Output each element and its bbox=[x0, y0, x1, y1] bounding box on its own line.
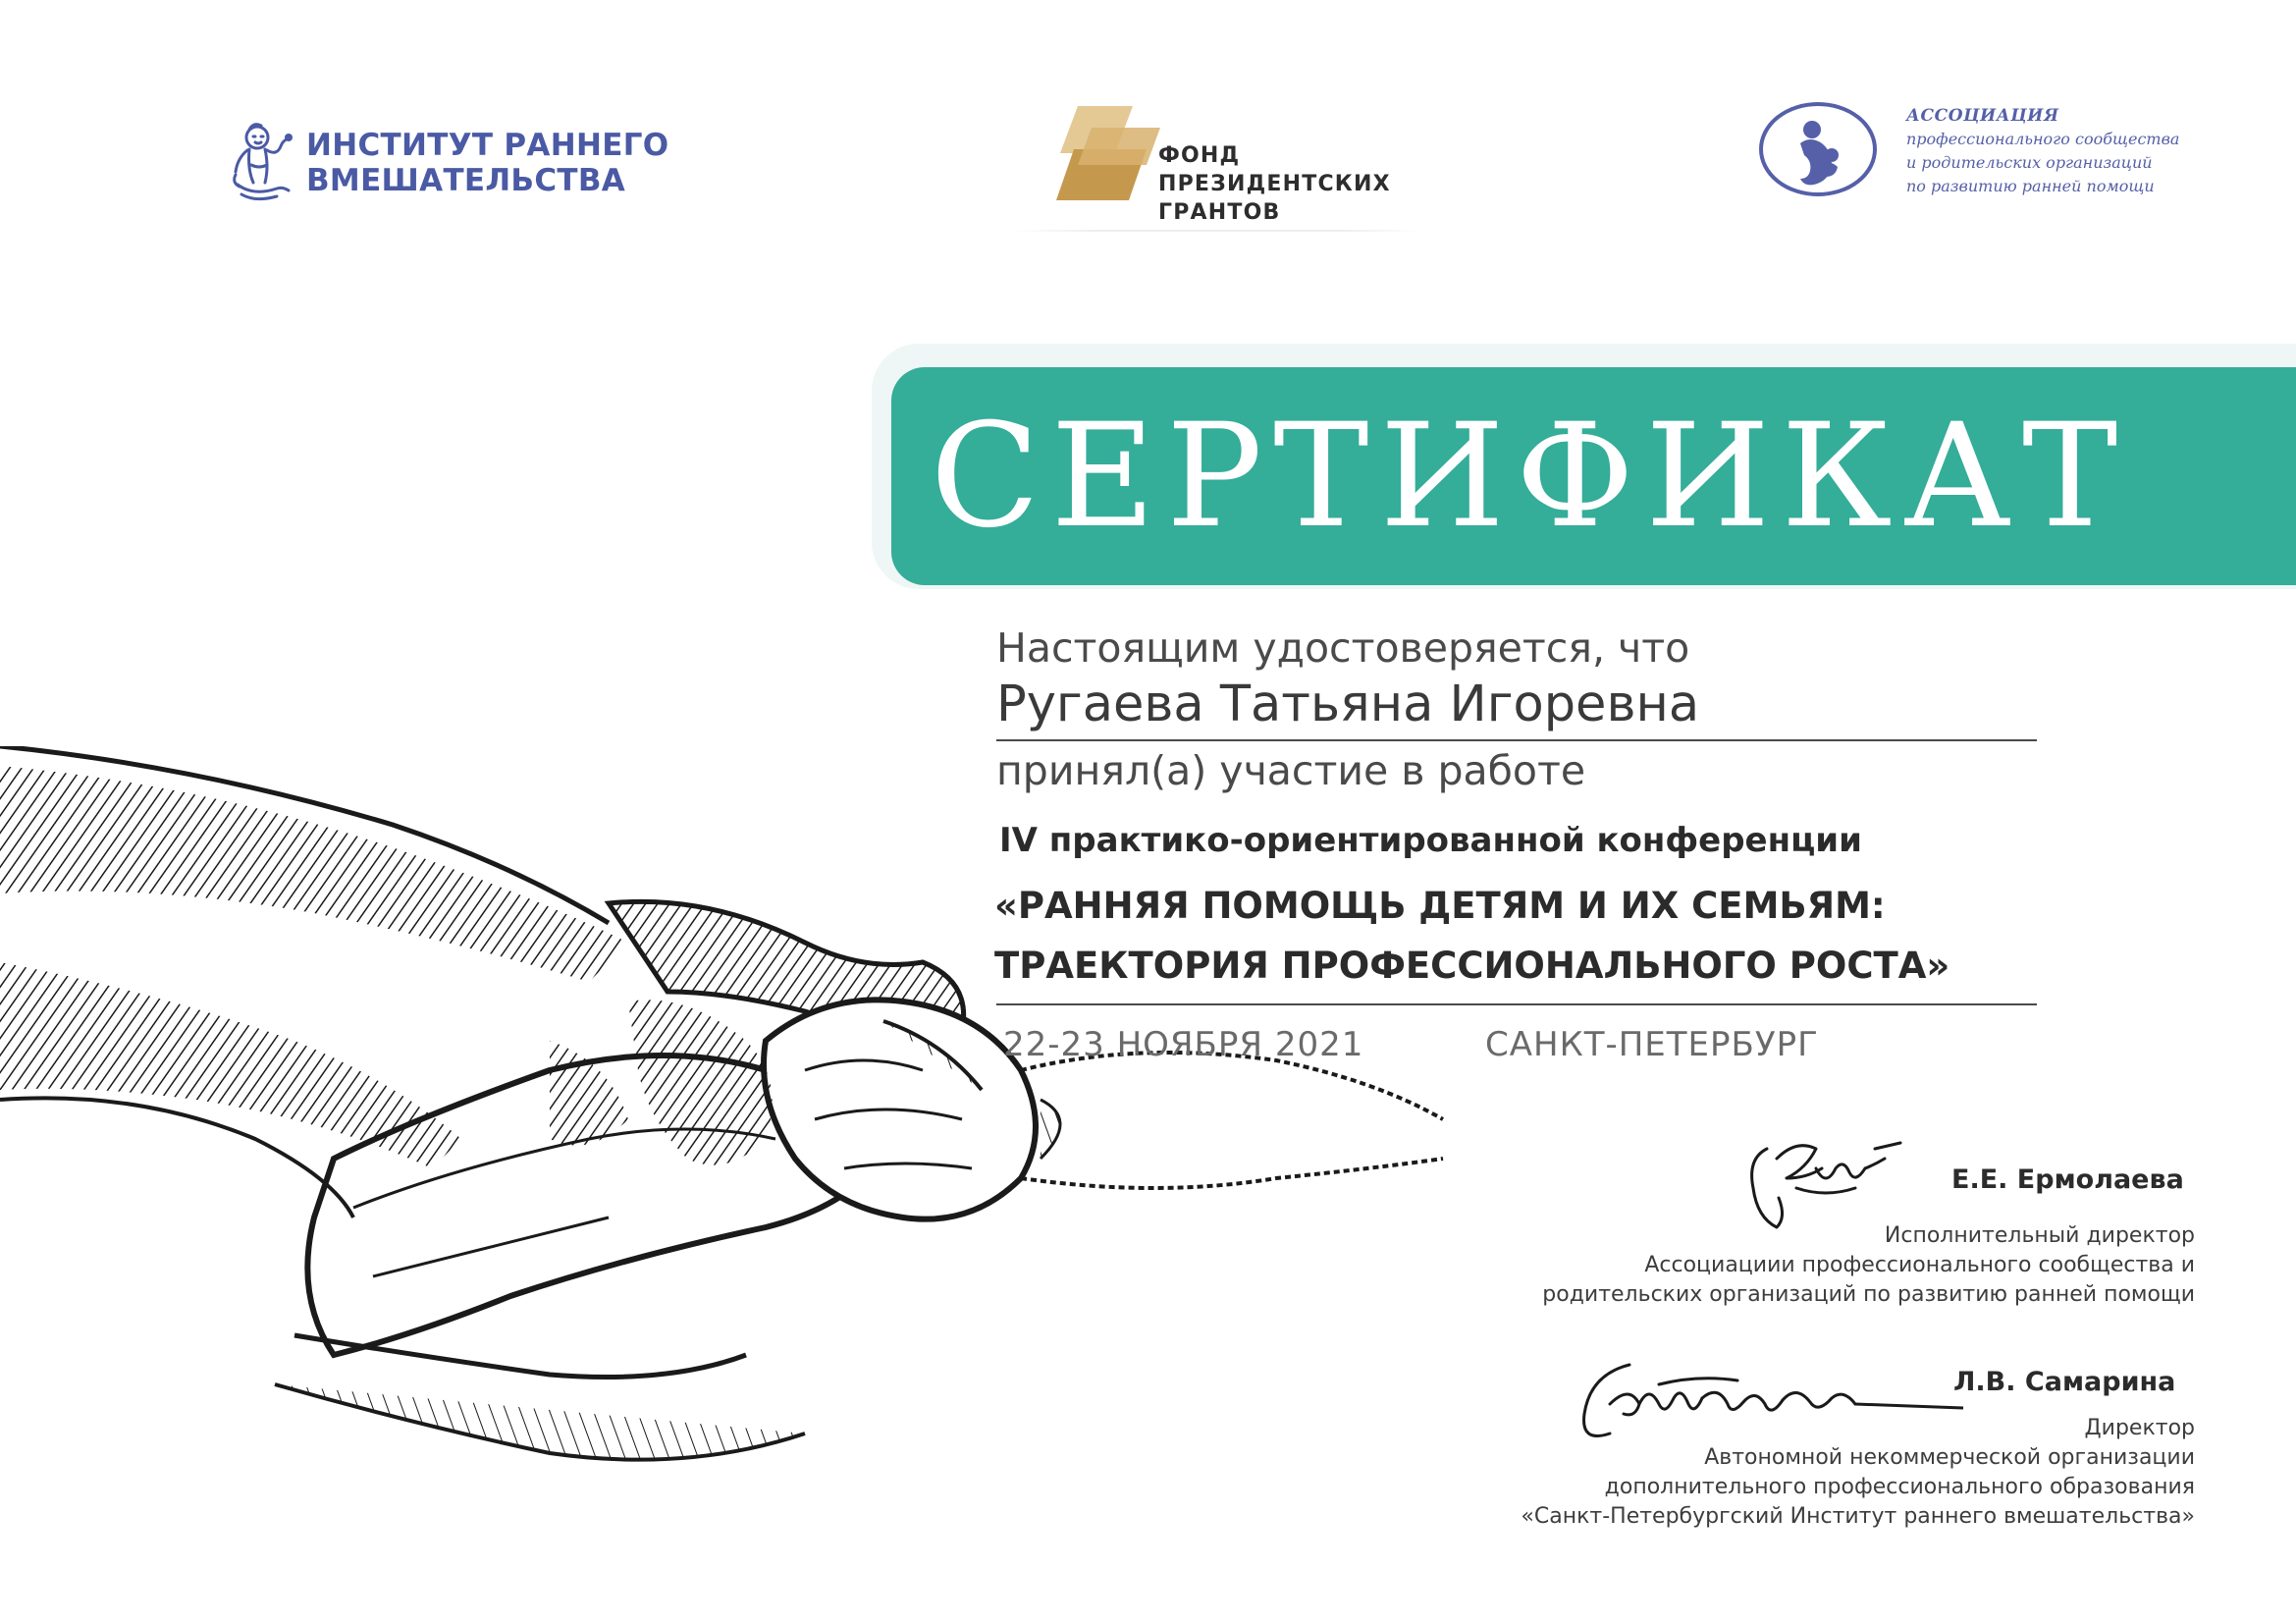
institute-logo-text bbox=[306, 128, 668, 198]
association-logo-line2: профессионального сообщества bbox=[1906, 130, 2180, 148]
presidential-grants-fund-logo bbox=[1011, 106, 1423, 234]
association-logo-line1: АССОЦИАЦИЯ bbox=[1906, 106, 2059, 126]
association-logo bbox=[1757, 94, 2248, 202]
association-logo-line4: по развитию ранней помощи bbox=[1906, 177, 2155, 195]
conference-title-line2: ТРАЕКТОРИЯ ПРОФЕССИОНАЛЬНОГО РОСТА» bbox=[994, 945, 1950, 987]
mother-child-emblem-icon bbox=[1757, 100, 1879, 198]
certificate-title: СЕРТИФИКАТ bbox=[930, 393, 2129, 560]
institute-logo bbox=[228, 116, 689, 210]
fund-logo-line3: ГРАНТОВ bbox=[1158, 200, 1281, 225]
fund-logo-line1: ФОНД bbox=[1158, 143, 1241, 168]
association-logo-text bbox=[1906, 104, 2179, 198]
conference-title-underline bbox=[996, 1003, 2037, 1005]
fund-logo-line2: ПРЕЗИДЕНТСКИХ bbox=[1158, 172, 1391, 196]
signer-1-position-line3: родительских организаций по развитию ранней помощи bbox=[1542, 1282, 2195, 1307]
signer-2-position-line4: «Санкт-Петербургский Институт раннего вмешательства» bbox=[1521, 1504, 2195, 1529]
signer-1-position-line1: Исполнительный директор bbox=[1884, 1223, 2195, 1248]
signer-2-position-line1: Директор bbox=[2084, 1416, 2195, 1440]
conference-name: IV практико-ориентированной конференции bbox=[999, 821, 1862, 860]
participation-text: принял(а) участие в работе bbox=[996, 747, 1586, 794]
event-date: 22-23 НОЯБРЯ 2021 bbox=[1003, 1025, 1364, 1064]
institute-logo-line2: ВМЕШАТЕЛЬСТВА bbox=[306, 163, 626, 198]
signer-1-position bbox=[1542, 1221, 2195, 1310]
conference-title-line1: «РАННЯЯ ПОМОЩЬ ДЕТЯМ И ИХ СЕМЬЯМ: bbox=[994, 885, 1886, 927]
event-city: САНКТ-ПЕТЕРБУРГ bbox=[1485, 1025, 1819, 1064]
recipient-underline bbox=[996, 739, 2037, 741]
signer-2-position-line2: Автономной некоммерческой организации bbox=[1704, 1445, 2195, 1470]
fund-logo-underline bbox=[1011, 230, 1423, 232]
certificate-banner bbox=[891, 367, 2296, 585]
signer-2-position-line3: дополнительного профессионального образования bbox=[1604, 1475, 2195, 1499]
hands-illustration bbox=[0, 746, 1453, 1623]
institute-logo-line1: ИНСТИТУТ РАННЕГО bbox=[306, 128, 669, 163]
association-logo-line3: и родительских организаций bbox=[1906, 153, 2153, 172]
signer-1-name: Е.Е. Ермолаева bbox=[1951, 1164, 2184, 1195]
signer-2-position bbox=[1521, 1414, 2195, 1532]
baby-icon bbox=[228, 120, 296, 204]
fund-logo-text bbox=[1158, 141, 1391, 227]
recipient-name: Ругаева Татьяна Игоревна bbox=[996, 676, 1700, 733]
signer-2-name: Л.В. Самарина bbox=[1953, 1367, 2176, 1397]
signer-1-position-line2: Ассоциациии профессионального сообщества и bbox=[1644, 1253, 2195, 1277]
certificate-intro: Настоящим удостоверяется, что bbox=[996, 624, 1690, 672]
